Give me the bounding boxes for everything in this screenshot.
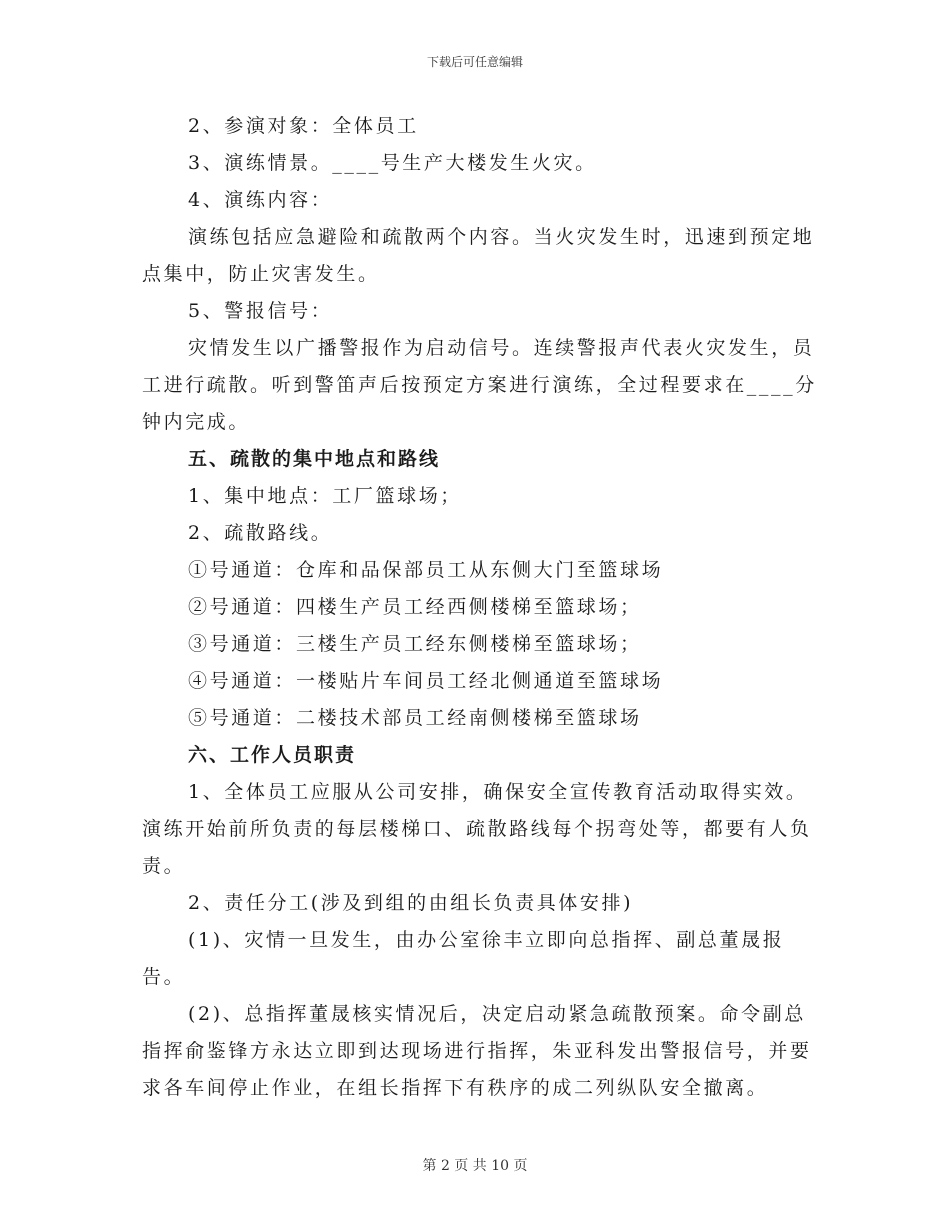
paragraph-scenario: 3、演练情景。____号生产大楼发生火灾。 bbox=[188, 152, 597, 174]
route-item-3: ③号通道：三楼生产员工经东侧楼梯至篮球场； bbox=[188, 633, 642, 655]
paragraph-duty-1: 1、全体员工应服从公司安排，确保安全宣传教育活动取得实效。演练开始前所负责的每层楼梯口、疏散路线每个拐弯处等，都要有人负责。 bbox=[142, 781, 812, 877]
route-item-2: ②号通道：四楼生产员工经西侧楼梯至篮球场； bbox=[188, 596, 642, 618]
paragraph-routes-label: 2、疏散路线。 bbox=[188, 522, 333, 544]
paragraph-duty-2: 2、责任分工(涉及到组的由组长负责具体安排) bbox=[188, 892, 634, 914]
paragraph-alarm-detail: 灾情发生以广播警报作为启动信号。连续警报声代表火灾发生，员工进行疏散。听到警笛声后按预定方案进行演练，全过程要求在____分钟内完成。 bbox=[142, 337, 817, 433]
paragraph-duty-2-2: (2)、总指挥董晟核实情况后，决定启动紧急疏散预案。命令副总指挥俞鉴锋方永达立即到达现场进行指挥，朱亚科发出警报信号，并要求各车间停止作业，在组长指挥下有秩序的成二列纵队安全撤离。 bbox=[142, 1003, 812, 1099]
paragraph-alarm-label: 5、警报信号： bbox=[188, 300, 333, 322]
document-body bbox=[142, 108, 822, 1107]
route-item-4: ④号通道：一楼贴片车间员工经北侧通道至篮球场 bbox=[188, 670, 664, 692]
route-item-5: ⑤号通道：二楼技术部员工经南侧楼梯至篮球场 bbox=[188, 707, 642, 729]
route-item-1: ①号通道：仓库和品保部员工从东侧大门至篮球场 bbox=[188, 559, 664, 581]
paragraph-content-detail: 演练包括应急避险和疏散两个内容。当火灾发生时，迅速到预定地点集中，防止灾害发生。 bbox=[142, 226, 815, 285]
section-heading-evacuation: 五、疏散的集中地点和路线 bbox=[188, 448, 441, 470]
paragraph-assembly-point: 1、集中地点：工厂篮球场； bbox=[188, 485, 462, 507]
paragraph-participants: 2、参演对象：全体员工 bbox=[188, 115, 419, 137]
paragraph-content-label: 4、演练内容： bbox=[188, 189, 333, 211]
paragraph-duty-2-1: (1)、灾情一旦发生，由办公室徐丰立即向总指挥、副总董晟报告。 bbox=[142, 929, 785, 988]
page-header: 下载后可任意编辑 bbox=[426, 55, 523, 69]
section-heading-duties: 六、工作人员职责 bbox=[188, 744, 357, 766]
page-number-footer: 第 2 页 共 10 页 bbox=[422, 1158, 528, 1174]
